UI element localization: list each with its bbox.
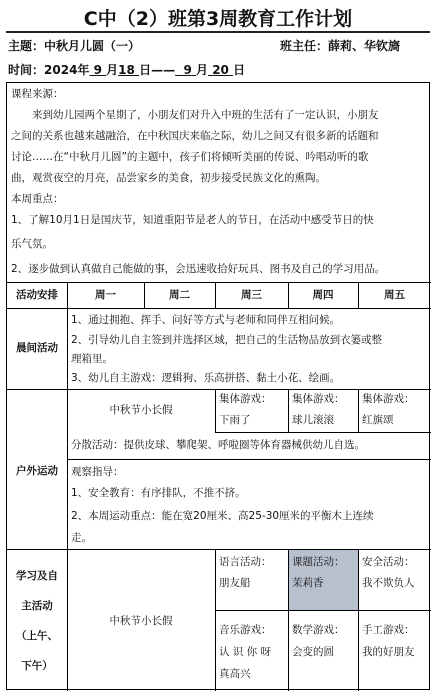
- observation-title: 观察指导：: [71, 466, 124, 478]
- header-wed: 周三: [241, 289, 262, 301]
- observation-line: 1、安全教育：有序排队，不推不挤。: [71, 487, 246, 499]
- study-label-line: （上午、: [16, 630, 58, 642]
- col-divider: [215, 389, 216, 432]
- study-thu-top-value: 茉莉香: [292, 577, 324, 589]
- study-thu-bot-title: 数学游戏：: [292, 624, 345, 636]
- time-day-unit-2: 日: [233, 63, 246, 77]
- outdoor-fri-value: 红旗颂: [362, 414, 394, 426]
- time-day-start: 18: [118, 63, 135, 77]
- title-divider: [6, 31, 430, 33]
- outdoor-thu-title: 集体游戏：: [292, 393, 345, 405]
- header-mon: 周一: [95, 289, 116, 301]
- header-arrangement: 活动安排: [16, 289, 58, 301]
- teacher: [280, 37, 400, 54]
- study-wed-top-value: 朋友船: [219, 577, 251, 589]
- study-wed-bot-value: 真高兴: [219, 668, 251, 680]
- time-year: 2024年: [44, 63, 90, 77]
- source-line: 曲，观赏夜空的月亮，品尝家乡的美食，初步接受民族文化的熏陶。: [11, 172, 326, 184]
- header-thu: 周四: [312, 289, 334, 301]
- theme: [8, 37, 140, 54]
- study-fri-bot-title: 手工游戏：: [362, 624, 415, 636]
- header-tue: 周二: [169, 289, 190, 301]
- study-fri-top-title: 安全活动：: [362, 556, 415, 568]
- goal-line: 1、了解10月1日是国庆节，知道重阳节是老人的节日，在活动中感受节日的快: [11, 214, 374, 226]
- source-title: 课程来源：: [11, 88, 64, 100]
- plan-table: [6, 82, 430, 690]
- row-divider: [215, 432, 431, 433]
- study-label-line: 下午）: [21, 660, 53, 672]
- col-divider: [215, 549, 216, 691]
- time-label: 时间：: [8, 63, 45, 77]
- row-divider: [7, 308, 431, 309]
- outdoor-thu-value: 球儿滚滚: [292, 414, 334, 426]
- time-month-unit-1: 月: [106, 63, 119, 77]
- goal-line: 2、逐步做到认真做自己能做的事，会迅速收拾好玩具、图书及自己的学习用品。: [11, 263, 386, 275]
- teacher-label: 班主任：: [280, 39, 329, 53]
- outdoor-label: 户外运动: [16, 465, 58, 477]
- time-day-end: 20: [212, 63, 229, 77]
- observation-line: 走。: [71, 532, 92, 544]
- header-fri: 周五: [384, 289, 405, 301]
- theme-label: 主题：: [8, 39, 45, 53]
- source-line: 讨论……在“中秋月儿圆”的主题中，孩子们将倾听美丽的传说、吟唱动听的歌: [11, 151, 369, 163]
- study-fri-bot-value: 我的好朋友: [362, 646, 415, 658]
- meta-row: [8, 37, 432, 55]
- col-divider: [288, 549, 289, 691]
- time-month-end: 9: [183, 63, 192, 77]
- col-divider: [288, 389, 289, 432]
- outdoor-holiday: 中秋节小长假: [109, 404, 173, 416]
- study-thu-bot-value: 会变的圆: [292, 646, 334, 658]
- time-day-unit-1: 日——: [139, 63, 176, 77]
- col-divider: [358, 389, 359, 432]
- outdoor-wed-title: 集体游戏：: [219, 393, 272, 405]
- source-line: 来到幼儿园两个星期了，小朋友们对升入中班的生活有了一定认识，小朋友: [32, 109, 379, 121]
- morning-line: 理箱里。: [71, 353, 113, 365]
- observation-line: 2、本周运动重点：能在宽20厘米、高25-30厘米的平衡木上连续: [71, 510, 374, 522]
- study-wed-top-title: 语言活动：: [219, 556, 272, 568]
- study-thu-top-title: 课题活动：: [292, 556, 345, 568]
- goal-title: 本周重点：: [11, 193, 64, 205]
- theme-value: 中秋月儿圆（一）: [44, 39, 141, 53]
- morning-line: 2、引导幼儿自主签到并选择区域，把自己的生活物品放到衣篓或整: [71, 334, 383, 346]
- outdoor-wed-value: 下雨了: [219, 414, 251, 426]
- time-month-start: 9: [93, 63, 102, 77]
- page-title: C中（2）班第3周教育工作计划: [83, 8, 353, 30]
- morning-line: 3、幼儿自主游戏：逻辑狗、乐高拼搭、黏土小花、绘画。: [71, 372, 341, 384]
- row-divider: [7, 282, 431, 283]
- row-divider: [67, 459, 431, 460]
- study-wed-bot-title: 音乐游戏：: [219, 624, 272, 636]
- time-row: [8, 61, 245, 78]
- col-divider: [358, 549, 359, 691]
- row-divider: [7, 549, 431, 550]
- morning-label: 晨间活动: [16, 342, 58, 354]
- outdoor-fri-title: 集体游戏：: [362, 393, 415, 405]
- teacher-value: 薛莉、华钦旖: [328, 39, 401, 53]
- study-fri-top-value: 我不欺负人: [362, 577, 415, 589]
- row-divider: [215, 610, 431, 611]
- study-wed-bot-value: 认 识 你 呀: [219, 646, 272, 658]
- source-line: 之间的关系也越来越融洽，在中秋国庆来临之际，幼儿之间又有很多新的话题和: [11, 130, 379, 142]
- study-label-line: 学习及自: [16, 570, 58, 582]
- morning-line: 1、通过拥抱、挥手、问好等方式与老师和同伴互相问候。: [71, 314, 341, 326]
- goal-line: 乐气氛。: [11, 238, 53, 250]
- outdoor-scatter: 分散活动：提供皮球、攀爬架、呼啦圈等体育器械供幼儿自选。: [71, 439, 365, 451]
- time-month-unit-2: 月: [195, 63, 208, 77]
- study-label-line: 主活动: [21, 600, 53, 612]
- study-holiday: 中秋节小长假: [109, 615, 173, 627]
